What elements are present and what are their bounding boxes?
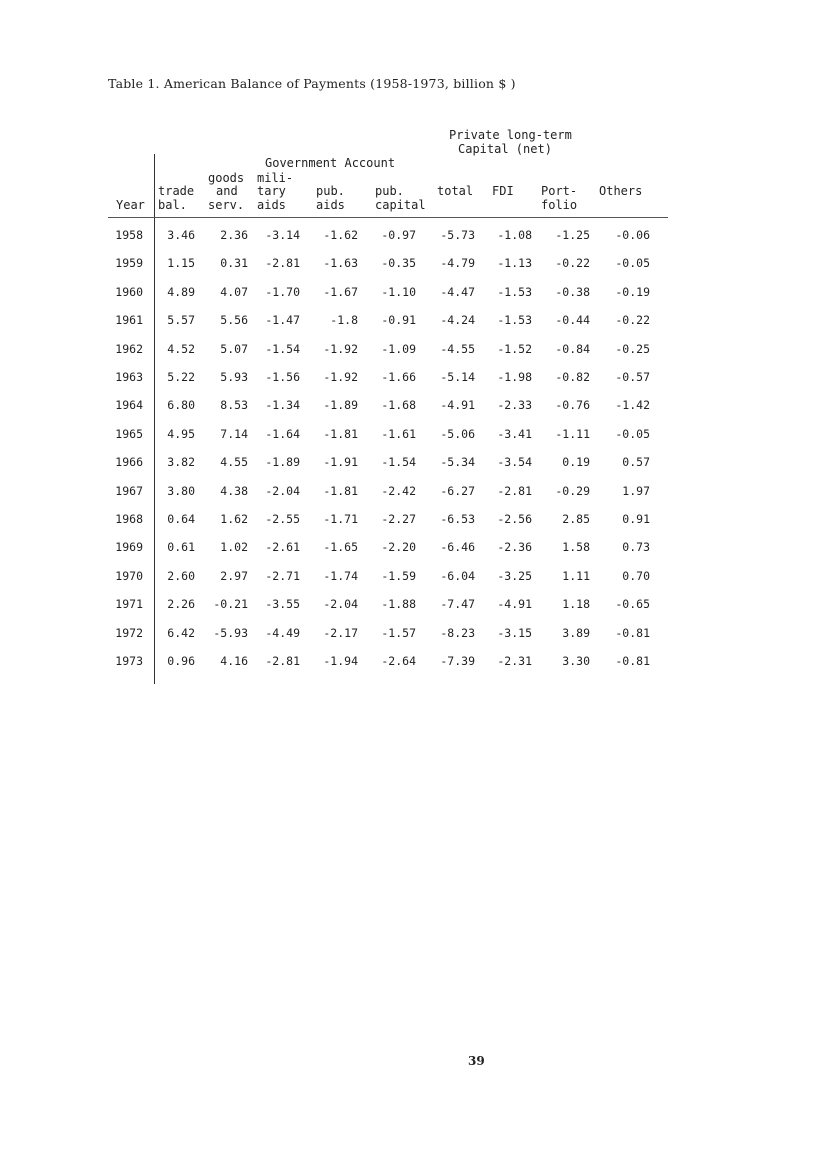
cell-goods-serv: 5.56 (220, 313, 248, 328)
cell-pub-capital: -2.64 (381, 654, 416, 668)
cell-portfolio: -0.44 (555, 313, 590, 328)
cell-others: -0.25 (615, 341, 650, 356)
cell-goods-serv: 4.55 (220, 455, 248, 470)
cell-portfolio: -0.38 (555, 284, 590, 299)
cell-pub-capital: -1.88 (381, 597, 416, 612)
cell-portfolio: 3.30 (562, 654, 590, 668)
cell-total: -6.53 (440, 512, 475, 526)
cell-total: -5.73 (440, 228, 475, 242)
cell-goods-serv: 2.97 (220, 568, 248, 583)
cell-trade-bal: 2.60 (167, 568, 195, 583)
cell-fdi: -2.56 (497, 512, 532, 526)
cell-fdi: -1.08 (497, 228, 532, 242)
cell-total: -6.04 (440, 568, 475, 583)
cell-pub-capital: -1.61 (381, 426, 416, 441)
cell-portfolio: 2.85 (562, 512, 590, 526)
cell-trade-bal: 2.26 (167, 597, 195, 612)
cell-pub-aids: -1.92 (323, 341, 358, 356)
cell-trade-bal: 6.80 (167, 398, 195, 413)
cell-pub-aids: -1.62 (323, 228, 358, 242)
cell-year: 1965 (115, 426, 143, 441)
cell-goods-serv: 2.36 (220, 228, 248, 242)
cell-goods-serv: 5.07 (220, 341, 248, 356)
header-others: Others (599, 184, 643, 198)
cell-pub-capital: -0.97 (381, 228, 416, 242)
cell-trade-bal: 0.96 (167, 654, 195, 668)
cell-goods-serv: 4.07 (220, 284, 248, 299)
cell-goods-serv: 1.02 (220, 540, 248, 555)
cell-fdi: -2.36 (497, 540, 532, 555)
cell-fdi: -1.53 (497, 284, 532, 299)
cell-goods-serv: -0.21 (213, 597, 248, 612)
cell-pub-capital: -1.54 (381, 455, 416, 470)
cell-portfolio: 0.19 (562, 455, 590, 470)
cell-year: 1963 (115, 370, 143, 384)
cell-others: -0.05 (615, 256, 650, 271)
cell-portfolio: -0.22 (555, 256, 590, 271)
cell-pub-capital: -1.68 (381, 398, 416, 413)
cell-fdi: -1.13 (497, 256, 532, 271)
cell-pub-aids: -1.92 (323, 370, 358, 384)
cell-total: -6.27 (440, 483, 475, 498)
cell-military-aids: -2.61 (265, 540, 300, 555)
cell-year: 1970 (115, 568, 143, 583)
cell-total: -4.79 (440, 256, 475, 271)
cell-pub-capital: -1.57 (381, 625, 416, 640)
cell-military-aids: -1.47 (265, 313, 300, 328)
cell-goods-serv: 7.14 (220, 426, 248, 441)
cell-others: -0.19 (615, 284, 650, 299)
cell-portfolio: -1.11 (555, 426, 590, 441)
cell-fdi: -2.33 (497, 398, 532, 413)
cell-goods-serv: 4.16 (220, 654, 248, 668)
cell-fdi: -4.91 (497, 597, 532, 612)
cell-pub-aids: -2.17 (323, 625, 358, 640)
cell-military-aids: -3.14 (265, 228, 300, 242)
cell-total: -5.14 (440, 370, 475, 384)
cell-pub-capital: -2.20 (381, 540, 416, 555)
cell-pub-capital: -2.27 (381, 512, 416, 526)
header-government-account: Government Account (265, 156, 396, 170)
cell-pub-aids: -1.91 (323, 455, 358, 470)
cell-military-aids: -1.64 (265, 426, 300, 441)
header-year: Year (116, 198, 145, 212)
cell-total: -8.23 (440, 625, 475, 640)
cell-trade-bal: 5.22 (167, 370, 195, 384)
cell-trade-bal: 3.80 (167, 483, 195, 498)
header-military-line1: mili- (257, 171, 294, 185)
header-goods-line3: serv. (208, 198, 245, 212)
header-private-capital-line1: Private long-term (449, 128, 572, 142)
cell-year: 1961 (115, 313, 143, 328)
header-total: total (437, 184, 474, 198)
header-military-line2: tary (257, 184, 286, 198)
cell-pub-aids: -1.8 (330, 313, 358, 328)
cell-others: -0.65 (615, 597, 650, 612)
cell-fdi: -1.53 (497, 313, 532, 328)
cell-pub-capital: -1.09 (381, 341, 416, 356)
cell-pub-capital: -1.10 (381, 284, 416, 299)
cell-pub-aids: -2.04 (323, 597, 358, 612)
cell-trade-bal: 6.42 (167, 625, 195, 640)
cell-goods-serv: -5.93 (213, 625, 248, 640)
cell-portfolio: -1.25 (555, 228, 590, 242)
cell-fdi: -3.41 (497, 426, 532, 441)
header-pub-aids-line1: pub. (316, 184, 345, 198)
header-trade-line2: bal. (158, 198, 187, 212)
cell-others: 0.91 (622, 512, 650, 526)
cell-pub-capital: -0.35 (381, 256, 416, 271)
cell-trade-bal: 3.82 (167, 455, 195, 470)
cell-pub-aids: -1.63 (323, 256, 358, 271)
header-military-line3: aids (257, 198, 286, 212)
cell-year: 1960 (115, 284, 143, 299)
cell-military-aids: -2.81 (265, 256, 300, 271)
cell-military-aids: -1.56 (265, 370, 300, 384)
cell-fdi: -2.31 (497, 654, 532, 668)
cell-pub-capital: -1.59 (381, 568, 416, 583)
cell-trade-bal: 4.89 (167, 284, 195, 299)
cell-pub-capital: -0.91 (381, 313, 416, 328)
header-pub-capital-line2: capital (375, 198, 426, 212)
cell-others: -0.05 (615, 426, 650, 441)
cell-portfolio: -0.29 (555, 483, 590, 498)
cell-fdi: -3.54 (497, 455, 532, 470)
cell-military-aids: -4.49 (265, 625, 300, 640)
cell-year: 1964 (115, 398, 143, 413)
cell-pub-aids: -1.65 (323, 540, 358, 555)
cell-fdi: -1.52 (497, 341, 532, 356)
cell-trade-bal: 0.64 (167, 512, 195, 526)
cell-military-aids: -1.54 (265, 341, 300, 356)
cell-year: 1968 (115, 512, 143, 526)
cell-military-aids: -2.04 (265, 483, 300, 498)
cell-pub-aids: -1.74 (323, 568, 358, 583)
cell-military-aids: -2.55 (265, 512, 300, 526)
cell-others: -0.57 (615, 370, 650, 384)
cell-trade-bal: 1.15 (167, 256, 195, 271)
cell-others: -0.22 (615, 313, 650, 328)
cell-military-aids: -3.55 (265, 597, 300, 612)
cell-total: -5.06 (440, 426, 475, 441)
page-number: 39 (468, 1054, 485, 1068)
cell-total: -4.55 (440, 341, 475, 356)
header-portfolio-line1: Port- (541, 184, 578, 198)
cell-total: -4.91 (440, 398, 475, 413)
cell-trade-bal: 0.61 (167, 540, 195, 555)
cell-total: -4.24 (440, 313, 475, 328)
cell-pub-capital: -2.42 (381, 483, 416, 498)
cell-total: -6.46 (440, 540, 475, 555)
cell-goods-serv: 1.62 (220, 512, 248, 526)
cell-portfolio: 1.58 (562, 540, 590, 555)
cell-portfolio: 1.11 (562, 568, 590, 583)
cell-military-aids: -2.81 (265, 654, 300, 668)
cell-goods-serv: 0.31 (220, 256, 248, 271)
cell-total: -4.47 (440, 284, 475, 299)
cell-total: -7.39 (440, 654, 475, 668)
cell-portfolio: 1.18 (562, 597, 590, 612)
cell-portfolio: -0.82 (555, 370, 590, 384)
header-pub-aids-line2: aids (316, 198, 345, 212)
cell-others: -0.81 (615, 654, 650, 668)
table-title: Table 1. American Balance of Payments (1958-1973, billion $ ) (108, 76, 516, 91)
header-portfolio-line2: folio (541, 198, 578, 212)
cell-fdi: -3.25 (497, 568, 532, 583)
cell-year: 1966 (115, 455, 143, 470)
cell-year: 1973 (115, 654, 143, 668)
cell-goods-serv: 4.38 (220, 483, 248, 498)
cell-pub-aids: -1.94 (323, 654, 358, 668)
cell-others: 0.70 (622, 568, 650, 583)
cell-military-aids: -2.71 (265, 568, 300, 583)
cell-others: 0.73 (622, 540, 650, 555)
cell-goods-serv: 8.53 (220, 398, 248, 413)
cell-others: -0.81 (615, 625, 650, 640)
cell-pub-aids: -1.67 (323, 284, 358, 299)
cell-total: -7.47 (440, 597, 475, 612)
cell-year: 1959 (115, 256, 143, 271)
header-goods-line2: and (216, 184, 238, 198)
cell-portfolio: 3.89 (562, 625, 590, 640)
cell-fdi: -2.81 (497, 483, 532, 498)
header-fdi: FDI (492, 184, 514, 198)
cell-pub-aids: -1.89 (323, 398, 358, 413)
cell-year: 1972 (115, 625, 143, 640)
cell-fdi: -1.98 (497, 370, 532, 384)
cell-pub-aids: -1.81 (323, 483, 358, 498)
cell-portfolio: -0.76 (555, 398, 590, 413)
header-rule (108, 217, 668, 218)
cell-others: 1.97 (622, 483, 650, 498)
cell-pub-aids: -1.81 (323, 426, 358, 441)
cell-portfolio: -0.84 (555, 341, 590, 356)
cell-year: 1967 (115, 483, 143, 498)
cell-others: -0.06 (615, 228, 650, 242)
cell-military-aids: -1.34 (265, 398, 300, 413)
cell-others: -1.42 (615, 398, 650, 413)
cell-year: 1962 (115, 341, 143, 356)
cell-trade-bal: 3.46 (167, 228, 195, 242)
cell-goods-serv: 5.93 (220, 370, 248, 384)
cell-pub-capital: -1.66 (381, 370, 416, 384)
cell-year: 1958 (115, 228, 143, 242)
cell-military-aids: -1.89 (265, 455, 300, 470)
cell-military-aids: -1.70 (265, 284, 300, 299)
cell-pub-aids: -1.71 (323, 512, 358, 526)
cell-others: 0.57 (622, 455, 650, 470)
cell-fdi: -3.15 (497, 625, 532, 640)
header-goods-line1: goods (208, 171, 245, 185)
cell-trade-bal: 4.52 (167, 341, 195, 356)
cell-total: -5.34 (440, 455, 475, 470)
cell-trade-bal: 5.57 (167, 313, 195, 328)
header-trade-line1: trade (158, 184, 195, 198)
header-pub-capital-line1: pub. (375, 184, 404, 198)
cell-year: 1969 (115, 540, 143, 555)
cell-year: 1971 (115, 597, 143, 612)
cell-trade-bal: 4.95 (167, 426, 195, 441)
header-private-capital-line2: Capital (net) (458, 142, 552, 156)
